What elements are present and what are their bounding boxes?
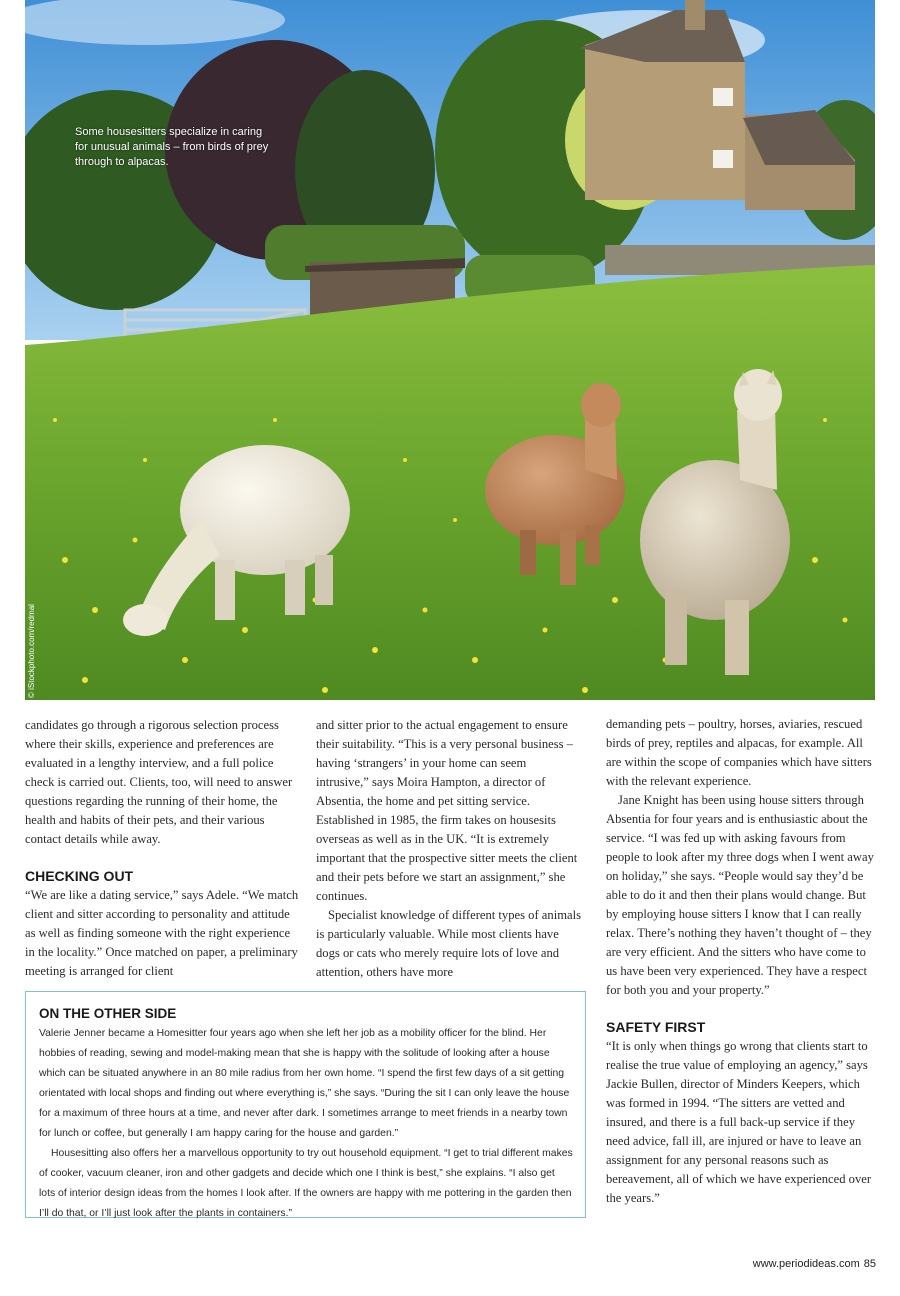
- paragraph: demanding pets – poultry, horses, aviaries, rescued birds of prey, reptiles and alpacas, for example. All are within the scope of companies which have sitters with the relevant experience.: [606, 717, 872, 788]
- article-column-1: [25, 716, 300, 981]
- paragraph: “It is only when things go wrong that clients start to realise the true value of employing an agency,” says Jackie Bullen, director of Minders Keepers, which was formed in 1994. “The sitters are vetted and insured, and there is a full back-up service if they need advice, fall ill, are injured or have to leave an assignment for any personal reasons such as bereavement, all of which we have experienced over the years.”: [606, 1039, 872, 1205]
- page-number: 85: [863, 1258, 876, 1270]
- paragraph: “We are like a dating service,” says Adele. “We match client and sitter according to personality and attitude as well as finding someone with the right experience in the locality.” Once matched on paper, a preliminary meeting is arranged for client: [25, 888, 299, 978]
- footer-url: www.periodideas.com: [752, 1258, 860, 1270]
- boxout-on-the-other-side: [25, 991, 586, 1218]
- photo-credit: © iStockphoto.com/redmal: [27, 604, 36, 698]
- boxout-heading: ON THE OTHER SIDE: [39, 1006, 177, 1021]
- boxout-paragraph: Housesitting also offers her a marvellous opportunity to try out household equipment. “I get to trial different makes of cooker, vacuum cleaner, iron and other gadgets and decide which one I think is best,” she explains. “I also get lots of interior design ideas from the homes I look after. If the owners are happy with me pottering in the garden then I’ll do that, or I’ll just look after the plants in containers.”: [39, 1148, 573, 1219]
- page-footer: [749, 1258, 876, 1270]
- paragraph: candidates go through a rigorous selection process where their skills, experience and preferences are evaluated in a lengthy interview, and a full police check is carried out. Clients, too, will need to answer questions regarding the running of their home, the health and habits of their pets, and their various contact details while away.: [25, 718, 293, 846]
- section-heading-checking-out: CHECKING OUT: [25, 868, 134, 884]
- boxout-paragraph: Valerie Jenner became a Homesitter four years ago when she left her job as a mobility officer for the blind. Her hobbies of reading, sewing and model-making mean that she is happy with the solitude of looking after a house which can be situated anywhere in an 80 mile radius from her own home. “I spend the first few days of a sit getting orientated with local shops and finding out where everything is,” she says. “During the sit I can only leave the house for a maximum of three hours at a time, and never after dark. I sometimes arrange to meet friends in a nearby town for lunch or coffee, but generally I am happy caring for the house and garden.”: [39, 1028, 570, 1139]
- section-heading-safety-first: SAFETY FIRST: [606, 1019, 706, 1035]
- paragraph: Jane Knight has been using house sitters through Absentia for four years and is enthusiastic about the service. “I was fed up with asking favours from people to look after my three dogs when I went away on holiday,” she says. “People would say they’d be able to do it and then their plans would change. But by employing house sitters I know that I can really relax. There’s nothing they haven’t thought of – they are very efficient. And the sitters who have come to us have been very experienced. They have a respect for both you and your property.”: [606, 793, 874, 997]
- article-column-3: [606, 715, 876, 1208]
- alpaca-photo: [25, 0, 875, 700]
- photo-caption: Some housesitters specialize in caring for unusual animals – from birds of prey through to alpacas.: [75, 126, 269, 168]
- article-column-2: [316, 716, 582, 982]
- paragraph: Specialist knowledge of different types of animals is particularly valuable. While most clients have dogs or cats who merely require lots of love and attention, others have more: [316, 908, 581, 979]
- paragraph: and sitter prior to the actual engagement to ensure their suitability. “This is a very personal business – having ‘strangers’ in your home can seem intrusive,” says Moira Hampton, a director of Absentia, the home and pet sitting service. Established in 1985, the firm takes on housesits overseas as well as in the UK. “It is extremely important that the prospective sitter meets the client and their pets before we start an assignment,” she continues.: [316, 718, 578, 903]
- meadow-illustration: [25, 0, 875, 700]
